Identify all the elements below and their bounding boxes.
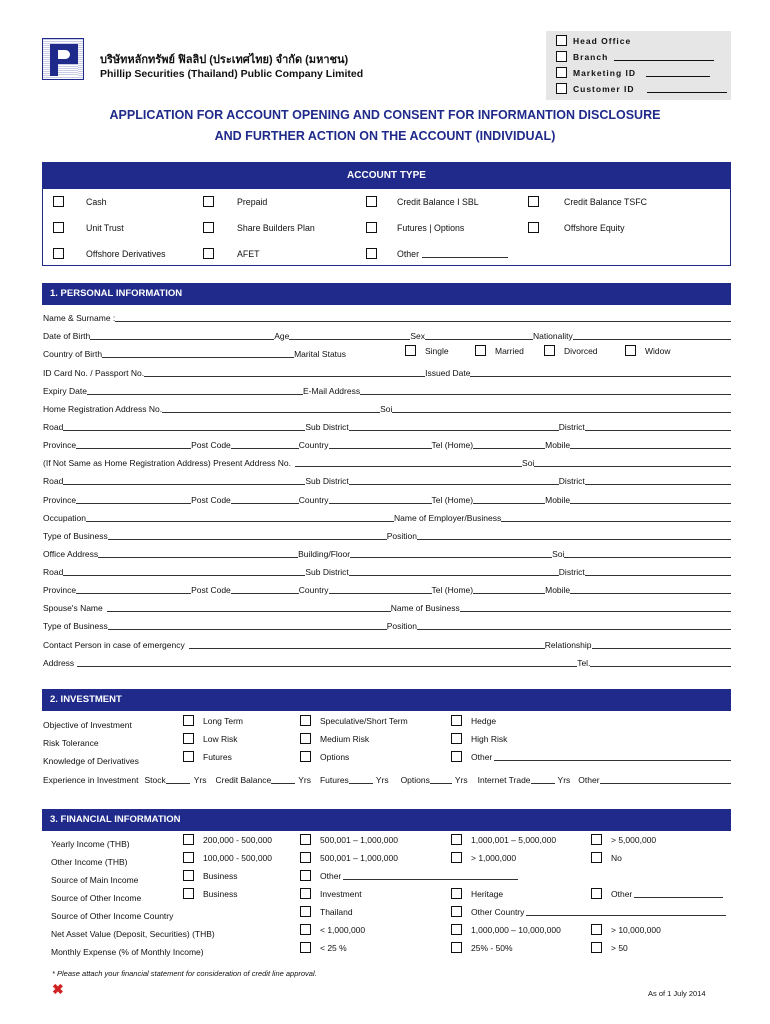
checkbox[interactable] <box>183 852 194 863</box>
expense-over-50[interactable]: > 50 <box>591 942 628 953</box>
head-office-option: Head Office <box>556 35 631 46</box>
checkbox[interactable] <box>451 751 462 762</box>
objective-speculative[interactable]: Speculative/Short Term <box>300 715 408 726</box>
office-province-input[interactable] <box>76 593 191 594</box>
account-unit-trust[interactable]: Unit Trust <box>53 222 124 233</box>
exp-internet-input[interactable] <box>531 783 555 784</box>
yearly-200k-500k[interactable]: 200,000 - 500,000 <box>183 834 272 845</box>
account-afet[interactable]: AFET <box>203 248 259 259</box>
main-source-label: Source of Main Income <box>51 875 139 885</box>
marketing-id-checkbox[interactable] <box>556 67 567 78</box>
name-input[interactable] <box>115 321 731 322</box>
exp-stock-input[interactable] <box>166 783 190 784</box>
account-offshore-derivatives[interactable]: Offshore Derivatives <box>53 248 166 259</box>
office-postcode-input[interactable] <box>231 593 299 594</box>
checkbox[interactable] <box>183 715 194 726</box>
checkbox[interactable] <box>300 870 311 881</box>
other-100k-500k[interactable]: 100,000 - 500,000 <box>183 852 272 863</box>
checkbox[interactable] <box>203 248 214 259</box>
source-country-label: Source of Other Income Country <box>51 911 174 921</box>
office-country-input[interactable] <box>329 593 432 594</box>
source-country-other[interactable]: Other Country <box>451 906 726 917</box>
account-credit-balance-sbl[interactable]: Credit Balance I SBL <box>366 196 479 207</box>
checkbox[interactable] <box>203 196 214 207</box>
account-type-heading: ACCOUNT TYPE <box>43 163 730 189</box>
account-prepaid[interactable]: Prepaid <box>203 196 267 207</box>
form-title-line1: APPLICATION FOR ACCOUNT OPENING AND CONSENT FOR INFORMANTION DISCLOSURE <box>109 108 661 122</box>
knowledge-label-row: Knowledge of Derivatives <box>43 756 139 766</box>
yearly-income-label: Yearly Income (THB) <box>51 839 130 849</box>
other-500k-1m[interactable]: 500,001 – 1,000,000 <box>300 852 398 863</box>
spouse-business-input[interactable] <box>460 611 731 612</box>
contact-row: Contact Person in case of emergency Relationship <box>43 639 731 650</box>
home-road-row: Road Sub District District <box>43 421 731 432</box>
checkbox[interactable] <box>300 834 311 845</box>
id-row: ID Card No. / Passport No. Issued Date <box>43 367 731 378</box>
checkbox[interactable] <box>300 715 311 726</box>
checkbox[interactable] <box>300 888 311 899</box>
building-input[interactable] <box>350 557 552 558</box>
home-province-input[interactable] <box>76 448 191 449</box>
business-type-input[interactable] <box>108 539 387 540</box>
other-source-other[interactable]: Other <box>591 888 723 899</box>
branch-input[interactable] <box>614 52 714 61</box>
contact-address-row: Address Tel. <box>43 657 731 668</box>
checkbox[interactable] <box>528 196 539 207</box>
home-tel-input[interactable] <box>473 448 545 449</box>
contact-address-input[interactable] <box>77 666 577 667</box>
other-income-label: Other Income (THB) <box>51 857 128 867</box>
knowledge-other-input[interactable] <box>494 752 731 761</box>
office-road-input[interactable] <box>63 575 305 576</box>
office-address-row: Office Address Building/Floor Soi <box>43 548 731 559</box>
other-account-input[interactable] <box>422 249 508 258</box>
objective-label-row: Objective of Investment <box>43 720 132 730</box>
nav-under-1m[interactable]: < 1,000,000 <box>300 924 365 935</box>
marketing-id-input[interactable] <box>646 68 710 77</box>
checkbox[interactable] <box>203 222 214 233</box>
account-cash[interactable]: Cash <box>53 196 107 207</box>
email-input[interactable] <box>360 394 731 395</box>
checkbox[interactable] <box>451 852 462 863</box>
nationality-input[interactable] <box>573 339 731 340</box>
business-type-row: Type of Business Position <box>43 530 731 541</box>
checkbox[interactable] <box>366 248 377 259</box>
checkbox[interactable] <box>528 222 539 233</box>
home-subdistrict-input[interactable] <box>349 430 559 431</box>
home-address-input[interactable] <box>162 412 380 413</box>
present-postcode-input[interactable] <box>231 503 299 504</box>
present-road-row: Road Sub District District <box>43 475 731 486</box>
issued-date-input[interactable] <box>470 376 731 377</box>
home-address-row: Home Registration Address No. Soi <box>43 403 731 414</box>
nav-label: Net Asset Value (Deposit, Securities) (THB) <box>51 929 215 939</box>
checkbox[interactable] <box>451 924 462 935</box>
dob-row: Date of Birth Age Sex Nationality <box>43 330 731 341</box>
checkbox[interactable] <box>451 715 462 726</box>
checkbox[interactable] <box>53 196 64 207</box>
branch-checkbox[interactable] <box>556 51 567 62</box>
present-province-input[interactable] <box>76 503 191 504</box>
checkbox[interactable] <box>53 248 64 259</box>
sex-input[interactable] <box>425 339 533 340</box>
main-source-business[interactable]: Business <box>183 870 238 881</box>
office-tel-input[interactable] <box>473 593 545 594</box>
home-district-input[interactable] <box>585 430 731 431</box>
marketing-id-field: Marketing ID <box>556 67 710 78</box>
checkbox[interactable] <box>451 888 462 899</box>
section-investment-heading: 2. INVESTMENT <box>42 689 731 711</box>
company-logo <box>42 38 84 80</box>
checkbox[interactable] <box>451 906 462 917</box>
checkbox[interactable] <box>366 196 377 207</box>
section-personal-heading: 1. PERSONAL INFORMATION <box>42 283 731 305</box>
objective-long-term[interactable]: Long Term <box>183 715 243 726</box>
checkbox[interactable] <box>183 870 194 881</box>
checkbox[interactable] <box>300 733 311 744</box>
version-date: As of 1 July 2014 <box>648 989 706 998</box>
yearly-1m-5m[interactable]: 1,000,001 – 5,000,000 <box>451 834 556 845</box>
office-subdistrict-input[interactable] <box>349 575 559 576</box>
exp-credit-input[interactable] <box>271 783 295 784</box>
expiry-row: Expiry Date E-Mail Address <box>43 385 731 396</box>
checkbox[interactable] <box>451 834 462 845</box>
other-source-business[interactable]: Business <box>183 888 238 899</box>
position-input[interactable] <box>417 539 731 540</box>
spouse-input[interactable] <box>107 611 391 612</box>
other-over-1m[interactable]: > 1,000,000 <box>451 852 516 863</box>
home-road-input[interactable] <box>63 430 305 431</box>
checkbox[interactable] <box>475 345 486 356</box>
office-soi-input[interactable] <box>564 557 731 558</box>
present-address-input[interactable] <box>295 466 522 467</box>
office-mobile-input[interactable] <box>570 593 731 594</box>
office-address-input[interactable] <box>98 557 298 558</box>
home-province-row: Province Post Code Country Tel (Home) Mobile <box>43 439 731 450</box>
home-postcode-input[interactable] <box>231 448 299 449</box>
footnote: * Please attach your financial statement for consideration of credit line approval. <box>52 969 317 978</box>
expense-under-25[interactable]: < 25 % <box>300 942 347 953</box>
present-country-input[interactable] <box>329 503 432 504</box>
home-soi-input[interactable] <box>392 412 731 413</box>
knowledge-other[interactable]: Other <box>451 751 731 762</box>
other-source-label: Source of Other Income <box>51 893 142 903</box>
account-other[interactable]: Other <box>366 248 508 259</box>
yearly-500k-1m[interactable]: 500,001 – 1,000,000 <box>300 834 398 845</box>
office-road-row: Road Sub District District <box>43 566 731 577</box>
checkbox[interactable] <box>183 733 194 744</box>
spouse-business-type-input[interactable] <box>108 629 387 630</box>
present-tel-input[interactable] <box>473 503 545 504</box>
nav-over-10m[interactable]: > 10,000,000 <box>591 924 661 935</box>
customer-id-field: Customer ID <box>556 83 727 94</box>
checkbox[interactable] <box>300 924 311 935</box>
nav-1m-10m[interactable]: 1,000,000 – 10,000,000 <box>451 924 561 935</box>
checkbox[interactable] <box>544 345 555 356</box>
present-address-row: (If Not Same as Home Registration Address) Present Address No. Soi <box>43 457 731 468</box>
risk-medium[interactable]: Medium Risk <box>300 733 369 744</box>
present-road-input[interactable] <box>63 484 305 485</box>
account-futures-options[interactable]: Futures | Options <box>366 222 464 233</box>
name-row: Name & Surname : <box>43 312 731 323</box>
close-icon[interactable]: ✖ <box>52 981 64 997</box>
experience-row: Experience in Investment Stock Yrs Credit Balance Yrs Futures Yrs Options Yrs Internet Trade Yrs Other <box>43 774 731 785</box>
section-financial-heading: 3. FINANCIAL INFORMATION <box>42 809 731 831</box>
expiry-input[interactable] <box>87 394 303 395</box>
expense-25-50[interactable]: 25% - 50% <box>451 942 513 953</box>
source-country-thailand[interactable]: Thailand <box>300 906 353 917</box>
main-source-other-input[interactable] <box>343 871 518 880</box>
customer-id-input[interactable] <box>647 84 727 93</box>
cob-input[interactable] <box>102 357 294 358</box>
home-country-input[interactable] <box>329 448 432 449</box>
company-name-thai: บริษัทหลักทรัพย์ ฟิลลิป (ประเทศไทย) จำกัด (มหาชน) <box>100 54 349 66</box>
spouse-row: Spouse's Name Name of Business <box>43 602 731 613</box>
present-soi-input[interactable] <box>534 466 731 467</box>
other-source-other-input[interactable] <box>634 889 723 898</box>
checkbox[interactable] <box>300 852 311 863</box>
branch-field: Branch <box>556 51 714 62</box>
exp-options-input[interactable] <box>430 783 452 784</box>
account-credit-balance-tsfc[interactable]: Credit Balance TSFC <box>528 196 647 207</box>
id-input[interactable] <box>144 376 425 377</box>
head-office-checkbox[interactable] <box>556 35 567 46</box>
risk-low[interactable]: Low Risk <box>183 733 237 744</box>
occupation-input[interactable] <box>86 521 394 522</box>
dob-input[interactable] <box>90 339 274 340</box>
knowledge-options[interactable]: Options <box>300 751 349 762</box>
employer-input[interactable] <box>501 521 731 522</box>
age-input[interactable] <box>289 339 410 340</box>
checkbox[interactable] <box>591 852 602 863</box>
source-country-other-input[interactable] <box>526 907 726 916</box>
present-subdistrict-input[interactable] <box>349 484 559 485</box>
checkbox[interactable] <box>591 834 602 845</box>
other-source-heritage[interactable]: Heritage <box>451 888 503 899</box>
present-district-input[interactable] <box>585 484 731 485</box>
account-offshore-equity[interactable]: Offshore Equity <box>528 222 624 233</box>
checkbox[interactable] <box>300 942 311 953</box>
spouse-business-type-row: Type of Business Position <box>43 620 731 631</box>
customer-id-checkbox[interactable] <box>556 83 567 94</box>
main-source-other[interactable]: Other <box>300 870 518 881</box>
home-mobile-input[interactable] <box>570 448 731 449</box>
exp-futures-input[interactable] <box>349 783 373 784</box>
present-mobile-input[interactable] <box>570 503 731 504</box>
contact-input[interactable] <box>189 648 545 649</box>
checkbox[interactable] <box>625 345 636 356</box>
other-source-investment[interactable]: Investment <box>300 888 362 899</box>
knowledge-futures[interactable]: Futures <box>183 751 232 762</box>
checkbox[interactable] <box>451 733 462 744</box>
checkbox[interactable] <box>405 345 416 356</box>
checkbox[interactable] <box>591 924 602 935</box>
other-no[interactable]: No <box>591 852 622 863</box>
checkbox[interactable] <box>183 888 194 899</box>
checkbox[interactable] <box>300 906 311 917</box>
checkbox[interactable] <box>53 222 64 233</box>
contact-tel-input[interactable] <box>590 666 731 667</box>
risk-high[interactable]: High Risk <box>451 733 507 744</box>
checkbox[interactable] <box>451 942 462 953</box>
cob-row: Country of Birth Marital Status <box>43 349 347 359</box>
company-name-english: Phillip Securities (Thailand) Public Company Limited <box>100 68 364 80</box>
checkbox[interactable] <box>183 834 194 845</box>
relationship-input[interactable] <box>592 648 731 649</box>
office-district-input[interactable] <box>585 575 731 576</box>
occupation-row: Occupation Name of Employer/Business <box>43 512 731 523</box>
form-title-line2: AND FURTHER ACTION ON THE ACCOUNT (INDIVIDUAL) <box>214 129 556 143</box>
expense-label: Monthly Expense (% of Monthly Income) <box>51 947 204 957</box>
objective-hedge[interactable]: Hedge <box>451 715 496 726</box>
marital-widow[interactable]: Widow <box>625 345 671 356</box>
marital-single[interactable]: Single <box>405 345 449 356</box>
office-use-box <box>546 31 731 100</box>
checkbox[interactable] <box>300 751 311 762</box>
risk-label-row: Risk Tolerance <box>43 738 99 748</box>
office-province-row: Province Post Code Country Tel (Home) Mobile <box>43 584 731 595</box>
checkbox[interactable] <box>591 888 602 899</box>
checkbox[interactable] <box>183 751 194 762</box>
checkbox[interactable] <box>366 222 377 233</box>
yearly-over-5m[interactable]: > 5,000,000 <box>591 834 656 845</box>
account-share-builders[interactable]: Share Builders Plan <box>203 222 315 233</box>
exp-other-input[interactable] <box>600 783 731 784</box>
spouse-position-input[interactable] <box>417 629 731 630</box>
checkbox[interactable] <box>591 942 602 953</box>
marital-divorced[interactable]: Divorced <box>544 345 598 356</box>
marital-married[interactable]: Married <box>475 345 524 356</box>
present-province-row: Province Post Code Country Tel (Home) Mobile <box>43 494 731 505</box>
